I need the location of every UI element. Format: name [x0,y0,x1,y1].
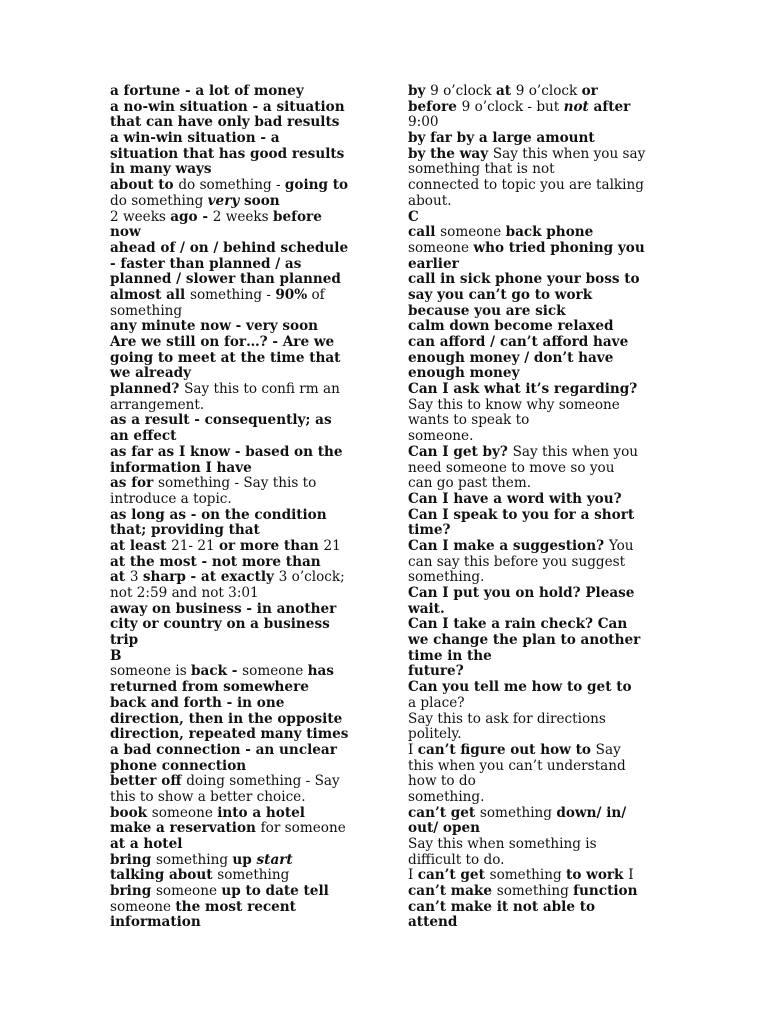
glossary-line [408,806,660,822]
definition-text: arrangement. [110,396,205,413]
glossary-line [110,539,362,555]
glossary-line [110,194,362,210]
definition-text: Say this to confi rm an [184,381,340,398]
glossary-line [110,84,362,100]
term-text: to work [566,867,629,884]
term-text: a bad connection - an unclear [110,741,337,758]
definition-text: something - [189,286,276,303]
glossary-line [408,821,660,837]
term-text: information [110,914,201,931]
glossary-line [110,743,362,759]
glossary-column-right [408,84,660,931]
glossary-line [408,570,660,586]
definition-text: for someone [260,820,346,837]
definition-text: politely. [408,726,462,743]
term-text: before [272,208,322,225]
definition-text: someone is [110,663,192,680]
glossary-line [408,915,660,931]
term-text: sharp - at exactly [142,569,279,586]
term-text: situation that has good results [110,145,345,162]
term-text: away on business - in another [110,600,337,617]
glossary-line [408,492,660,508]
definition-text: someone [110,898,176,915]
glossary-line [408,461,660,477]
term-text: Can I take a rain check? Can [408,616,628,633]
glossary-line [110,492,362,508]
term-text: Can I have a word with you? [408,490,622,507]
glossary-line [408,398,660,414]
term-text: any minute now - very soon [110,318,319,335]
glossary-line [110,900,362,916]
glossary-line [408,194,660,210]
term-text: wait. [408,600,445,617]
definition-text: 2 weeks [110,208,171,225]
glossary-line [408,539,660,555]
glossary-line [408,853,660,869]
glossary-line [110,115,362,131]
term-text: at least [110,537,172,554]
glossary-line [110,429,362,445]
glossary-line [408,304,660,320]
glossary-line [110,131,362,147]
glossary-line [110,586,362,602]
definition-text: this to show a better choice. [110,788,306,805]
term-text: bring [110,883,156,900]
glossary-line [408,366,660,382]
glossary-line [408,837,660,853]
term-text: trip [110,632,139,649]
glossary-line [408,602,660,618]
term-text: city or country on a business [110,616,330,633]
term-text: planned / slower than planned [110,271,341,288]
definition-text: do something - [178,177,285,194]
term-text: not [563,98,589,115]
glossary-line [110,617,362,633]
glossary-line [110,210,362,226]
definition-text: something - Say this to [158,475,317,492]
glossary-line [408,210,660,226]
definition-text: someone [440,224,506,241]
term-text: at the most - not more than [110,553,321,570]
glossary-line [408,712,660,728]
term-text: say you can’t go to work [408,286,593,303]
term-text: by [408,83,431,99]
term-text: we change the plan to another [408,632,641,649]
term-text: a fortune - a lot of money [110,83,304,99]
term-text: soon [239,192,280,209]
term-text: a win-win situation - a [110,130,280,147]
glossary-line [110,915,362,931]
term-text: can’t get [417,867,490,884]
glossary-line [110,633,362,649]
glossary-line [408,241,660,257]
term-text: returned from somewhere [110,679,309,696]
glossary-line [110,413,362,429]
definition-text: 21 [323,537,341,554]
definition-text: can say this before you suggest [408,553,626,570]
definition-text: Say [595,741,621,758]
definition-text: someone [151,804,218,821]
glossary-line [408,413,660,429]
term-text: 90% [275,286,308,303]
definition-text: someone [155,883,222,900]
glossary-line [408,508,660,524]
definition-text: 9 o’clock [430,83,496,99]
term-text: time? [408,522,451,539]
term-text: has [307,663,334,680]
glossary-line [408,178,660,194]
glossary-line [408,476,660,492]
definition-text: Say this when you say [492,145,646,162]
definition-text: something [489,867,567,884]
term-text: because you are sick [408,302,566,319]
term-text: information I have [110,459,252,476]
term-text: planned? [110,381,185,398]
term-text: earlier [408,255,459,272]
definition-text: 3 o’clock; [278,569,345,586]
definition-text: something [110,302,183,319]
glossary-line [110,476,362,492]
term-text: calm down become relaxed [408,318,614,335]
term-text: make a reservation [110,820,261,837]
definition-text: You [608,537,634,554]
glossary-line [110,712,362,728]
glossary-line [110,241,362,257]
glossary-line [110,257,362,273]
term-text: bring [110,851,156,868]
term-text: call [408,224,441,241]
term-text: book [110,804,152,821]
glossary-line [110,398,362,414]
glossary-line [110,366,362,382]
glossary-line [110,602,362,618]
term-text: who tried phoning you [473,239,645,256]
glossary-line [110,508,362,524]
glossary-line [110,445,362,461]
glossary-line [110,759,362,775]
glossary-line [110,272,362,288]
glossary-line [110,774,362,790]
term-text: that; providing that [110,522,260,539]
definition-text: connected to topic you are talking [408,177,644,194]
term-text: back - [191,663,243,680]
definition-text: how to do [408,773,476,790]
glossary-line [408,131,660,147]
definition-text: this when you can’t understand [408,757,626,774]
glossary-line [110,680,362,696]
term-text: now [110,224,141,241]
term-text: can’t get [408,804,480,821]
glossary-line [110,790,362,806]
term-text: call in sick phone your boss to [408,271,640,288]
term-text: phone connection [110,757,247,774]
definition-text: someone. [408,428,474,445]
glossary-line [110,853,362,869]
glossary-line [110,649,362,665]
glossary-line [408,147,660,163]
term-text: back and forth - in one [110,694,285,711]
term-text: after [588,98,631,115]
term-text: up to date tell [221,883,329,900]
glossary-line [408,555,660,571]
term-text: very [207,192,240,209]
term-text: as a result - consequently; as [110,412,332,429]
definition-text: something [155,851,233,868]
glossary-line [110,382,362,398]
term-text: at a hotel [110,836,183,852]
term-text: or [581,83,598,99]
term-text: at [110,569,130,586]
term-text: into a hotel [217,804,305,821]
definition-text: something [496,883,574,900]
term-text: as for [110,475,159,492]
term-text: Can you tell me how to get to [408,679,632,696]
term-text: enough money [408,365,520,382]
term-text: enough money / don’t have [408,349,614,366]
glossary-line [408,257,660,273]
definition-text: Say this to ask for directions [408,710,606,727]
term-text: going to [284,177,349,194]
term-text: Can I make a suggestion? [408,537,609,554]
definition-text: something. [408,569,485,586]
definition-text: wants to speak to [408,412,530,429]
term-text: can afford / can’t afford have [408,334,629,350]
glossary-line [408,351,660,367]
glossary-line [408,115,660,131]
definition-text: introduce a topic. [110,490,232,507]
term-text: Can I ask what it’s regarding? [408,381,638,398]
glossary-line [408,100,660,116]
glossary-line [408,759,660,775]
term-text: about to [110,177,179,194]
glossary-line [110,100,362,116]
definition-text: Say this when something is [408,836,597,852]
definition-text: 3 [129,569,143,586]
definition-text: of [307,286,325,303]
term-text: B [110,647,122,664]
glossary-line [110,335,362,351]
term-text: the most recent [175,898,296,915]
term-text: almost all [110,286,190,303]
glossary-line [408,680,660,696]
definition-text: I [408,867,418,884]
glossary-line [110,304,362,320]
glossary-line [408,900,660,916]
definition-text: Say this to know why someone [408,396,620,413]
term-text: going to meet at the time that [110,349,341,366]
glossary-line [408,727,660,743]
glossary-line [408,319,660,335]
glossary-column-left [110,84,362,931]
term-text: Can I get by? [408,443,513,460]
term-text: start [256,851,293,868]
glossary-line [408,272,660,288]
term-text: down/ in/ [556,804,627,821]
glossary-line [110,806,362,822]
glossary-line [110,570,362,586]
glossary-line [408,429,660,445]
glossary-line [408,335,660,351]
term-text: C [408,208,419,225]
term-text: talking about [110,867,218,884]
term-text: or more than [218,537,324,554]
term-text: as long as - on the condition [110,506,327,523]
glossary-line [408,523,660,539]
term-text: up [232,851,257,868]
term-text: better off [110,773,187,790]
glossary-line [408,225,660,241]
glossary-line [408,586,660,602]
definition-text: someone [408,239,474,256]
glossary-line [110,461,362,477]
definition-text: 21- 21 [171,537,219,554]
definition-text: Say this when you [512,443,639,460]
glossary-line [110,147,362,163]
term-text: by the way [408,145,493,162]
definition-text: 9 o’clock [515,83,582,99]
glossary-line [110,821,362,837]
glossary-line [408,649,660,665]
definition-text: 9 o’clock - but [461,98,564,115]
term-text: direction, repeated many times [110,726,349,743]
definition-text: someone [242,663,308,680]
glossary-line [408,162,660,178]
glossary-line [110,178,362,194]
term-text: Are we still on for…? - Are we [110,334,335,350]
glossary-line [110,837,362,853]
glossary-line [408,664,660,680]
glossary-line [408,445,660,461]
definition-text: need someone to move so you [408,459,615,476]
definition-text: something [479,804,557,821]
glossary-line [110,319,362,335]
glossary-line [110,696,362,712]
term-text: in many ways [110,161,212,178]
definition-text: I [408,741,418,758]
definition-text: 9:00 [408,114,439,131]
term-text: future? [408,663,464,680]
term-text: Can I put you on hold? Please [408,585,635,601]
glossary-line [110,523,362,539]
glossary-line [110,555,362,571]
glossary-line [110,868,362,884]
term-text: time in the [408,647,492,664]
term-text: function [573,883,638,900]
term-text: back phone [505,224,594,241]
definition-text: something [217,867,290,884]
term-text: before [408,98,462,115]
term-text: direction, then in the opposite [110,710,343,727]
definition-text: something. [408,788,485,805]
term-text: Can I speak to you for a short [408,506,635,523]
glossary-line [408,774,660,790]
definition-text: 2 weeks [212,208,273,225]
definition-text: do something [110,192,208,209]
glossary-line [408,288,660,304]
glossary-line [110,225,362,241]
term-text: ago - [170,208,213,225]
glossary-line [110,288,362,304]
term-text: a no-win situation - a situation [110,98,345,115]
definition-text: difficult to do. [408,851,505,868]
term-text: as far as I know - based on the [110,443,343,460]
definition-text: not 2:59 and not 3:01 [110,585,259,601]
glossary-line [110,884,362,900]
glossary-line [408,633,660,649]
glossary-line [110,351,362,367]
glossary-line [408,84,660,100]
term-text: by far by a large amount [408,130,595,147]
definition-text: doing something - Say [186,773,340,790]
definition-text: a place? [408,694,465,711]
glossary-line [408,617,660,633]
term-text: we already [110,365,192,382]
term-text: at [495,83,516,99]
glossary-line [408,743,660,759]
term-text: attend [408,914,458,931]
definition-text: can go past them. [408,475,532,492]
definition-text: something that is not [408,161,555,178]
term-text: that can have only bad results [110,114,340,131]
glossary-line [110,727,362,743]
term-text: - faster than planned / as [110,255,302,272]
term-text: can’t make it not able to [408,898,596,915]
definition-text: I [628,867,634,884]
term-text: out/ open [408,820,481,837]
definition-text: about. [408,192,452,209]
glossary-line [408,868,660,884]
term-text: can’t make [408,883,497,900]
glossary-line [110,664,362,680]
glossary-line [408,696,660,712]
term-text: an effect [110,428,177,445]
term-text: ahead of / on / behind schedule [110,239,349,256]
glossary-line [110,162,362,178]
glossary-line [408,884,660,900]
glossary-line [408,382,660,398]
term-text: can’t figure out how to [417,741,596,758]
glossary-line [408,790,660,806]
